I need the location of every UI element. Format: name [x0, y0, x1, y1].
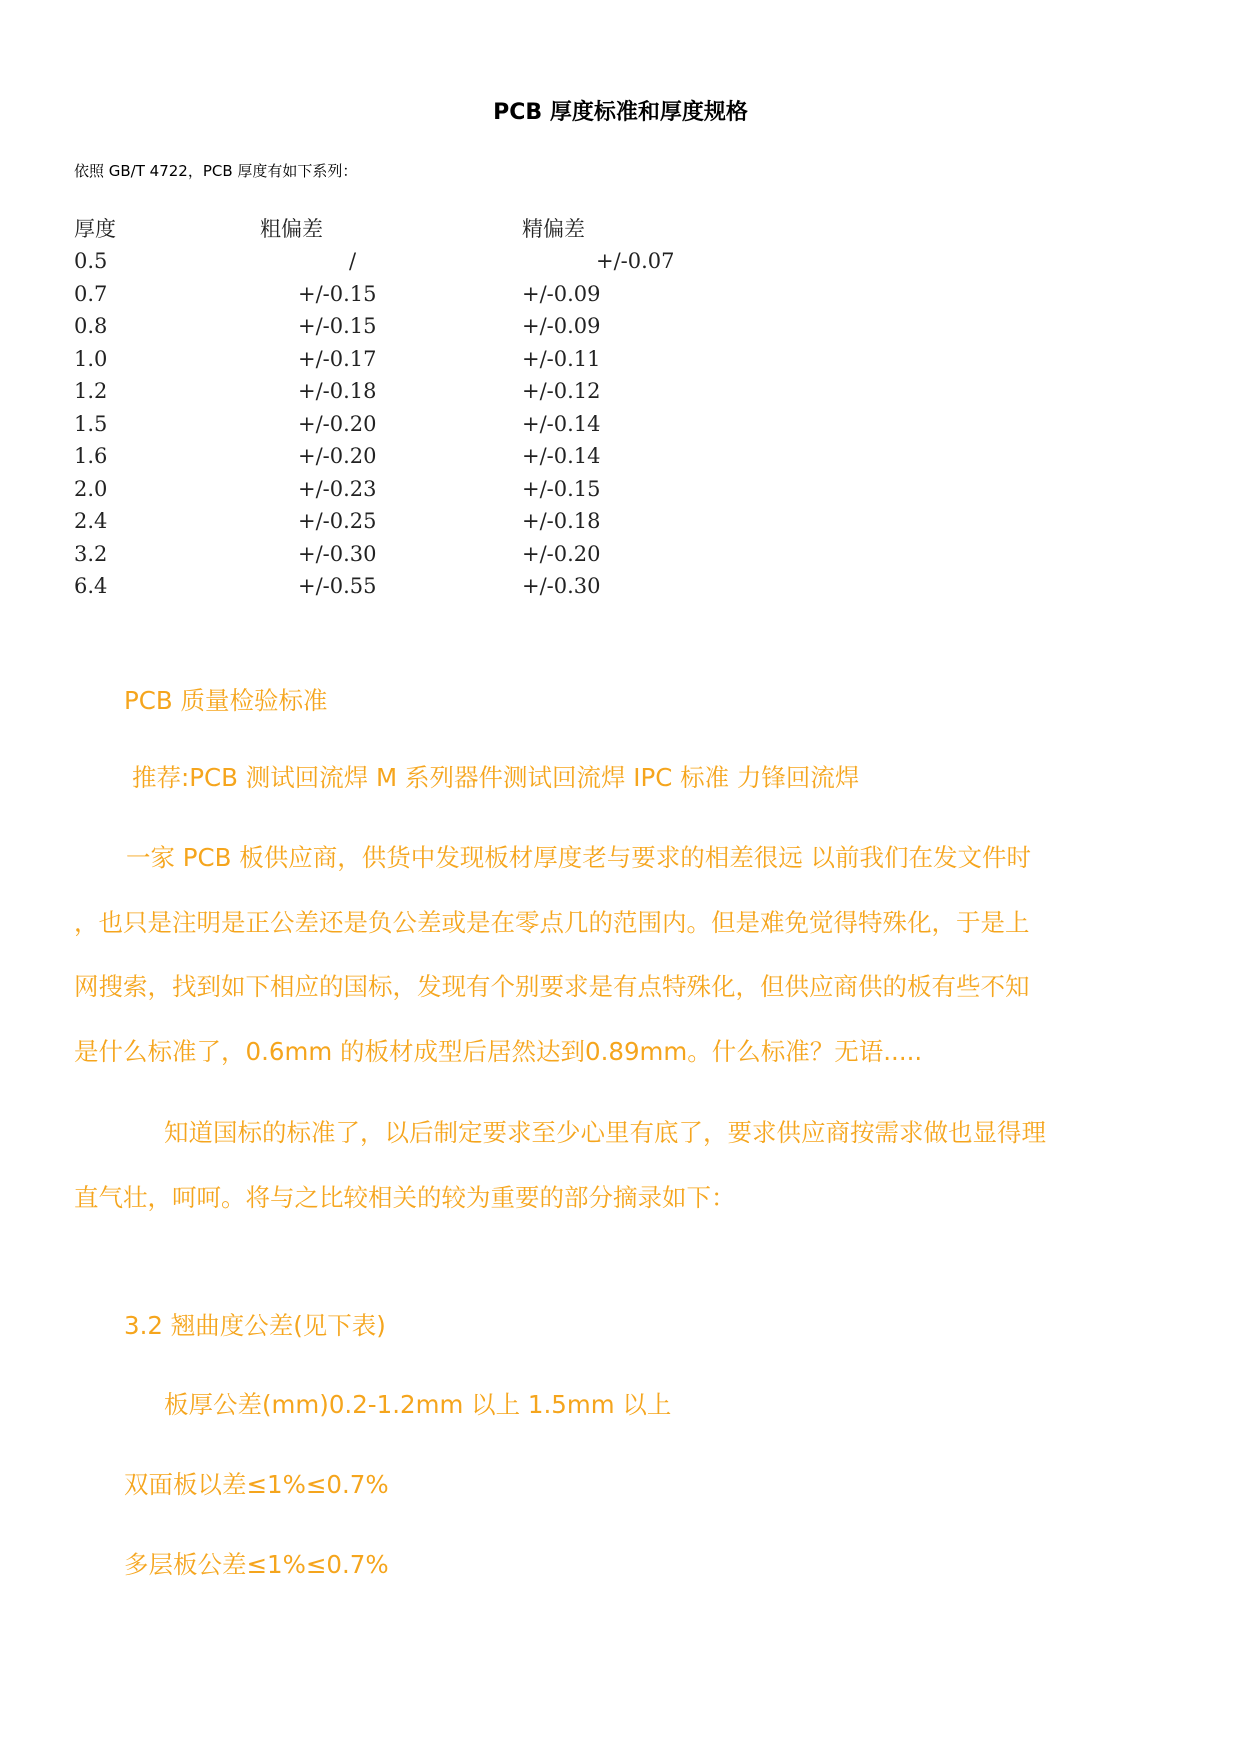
page-title: PCB 厚度标准和厚度规格 [493, 100, 748, 125]
cell-coarse: / [349, 249, 357, 273]
cell-thickness: 2.4 [74, 509, 108, 533]
cell-thickness: 0.8 [74, 314, 108, 338]
recommend-links[interactable]: 推荐:PCB 测试回流焊 M 系列器件测试回流焊 IPC 标准 力锋回流焊 [132, 763, 860, 792]
paragraph-1 [74, 826, 1174, 1084]
paragraph-line: 一家 PCB 板供应商，供货中发现板材厚度老与要求的相差很远 以前我们在发文件时 [126, 843, 1032, 872]
cell-coarse: +/-0.30 [298, 541, 377, 566]
cell-thickness: 1.6 [74, 444, 108, 468]
cell-fine: +/-0.09 [522, 314, 601, 338]
cell-coarse: +/-0.23 [298, 476, 377, 501]
cell-coarse: +/-0.15 [298, 281, 377, 306]
warp-double-sided: 双面板以差≤1%≤0.7% [124, 1470, 389, 1499]
cell-coarse: +/-0.25 [298, 509, 377, 533]
cell-coarse: +/-0.17 [298, 346, 377, 371]
cell-thickness: 1.5 [74, 411, 108, 436]
paragraph-line: 是什么标准了，0.6mm 的板材成型后居然达到0.89mm。什么标准？无语..... [74, 1036, 923, 1066]
intro-text: 依照 GB/T 4722，PCB 厚度有如下系列： [74, 162, 358, 180]
cell-thickness: 1.0 [74, 346, 108, 371]
header-thickness: 厚度 [74, 217, 116, 241]
cell-fine: +/-0.14 [522, 411, 601, 436]
paragraph-line: ，也只是注明是正公差还是负公差或是在零点几的范围内。但是难免觉得特殊化，于是上 [74, 907, 1030, 937]
cell-thickness: 2.0 [74, 476, 108, 501]
header-coarse-tolerance: 粗偏差 [260, 217, 323, 241]
cell-thickness: 6.4 [74, 574, 108, 598]
cell-fine: +/-0.09 [522, 281, 601, 306]
cell-fine: +/-0.14 [522, 444, 601, 468]
cell-fine: +/-0.12 [522, 379, 601, 403]
cell-fine: +/-0.07 [596, 249, 675, 273]
cell-fine: +/-0.30 [522, 574, 601, 598]
cell-coarse: +/-0.15 [298, 314, 377, 338]
section-heading: PCB 质量检验标准 [124, 686, 328, 715]
cell-thickness: 0.7 [74, 281, 108, 306]
paragraph-2 [74, 1101, 1174, 1230]
cell-fine: +/-0.11 [522, 346, 601, 371]
header-fine-tolerance: 精偏差 [522, 217, 585, 241]
cell-fine: +/-0.15 [522, 476, 601, 501]
cell-coarse: +/-0.20 [298, 411, 377, 436]
cell-thickness: 1.2 [74, 379, 108, 403]
cell-coarse: +/-0.55 [298, 574, 377, 598]
warp-tolerance-heading: 3.2 翘曲度公差(见下表) [124, 1311, 386, 1340]
cell-thickness: 3.2 [74, 541, 108, 566]
warp-multilayer: 多层板公差≤1%≤0.7% [124, 1550, 389, 1579]
cell-thickness: 0.5 [74, 249, 108, 273]
cell-fine: +/-0.18 [522, 509, 601, 533]
warp-table-header: 板厚公差(mm)0.2-1.2mm 以上 1.5mm 以上 [164, 1390, 672, 1419]
cell-coarse: +/-0.18 [298, 379, 377, 403]
paragraph-line: 网搜索，找到如下相应的国标，发现有个别要求是有点特殊化，但供应商供的板有些不知 [74, 972, 1030, 1001]
paragraph-line: 直气壮，呵呵。将与之比较相关的较为重要的部分摘录如下： [74, 1182, 736, 1212]
cell-fine: +/-0.20 [522, 541, 601, 566]
paragraph-line: 知道国标的标准了，以后制定要求至少心里有底了，要求供应商按需求做也显得理 [164, 1118, 1046, 1147]
cell-coarse: +/-0.20 [298, 444, 377, 468]
